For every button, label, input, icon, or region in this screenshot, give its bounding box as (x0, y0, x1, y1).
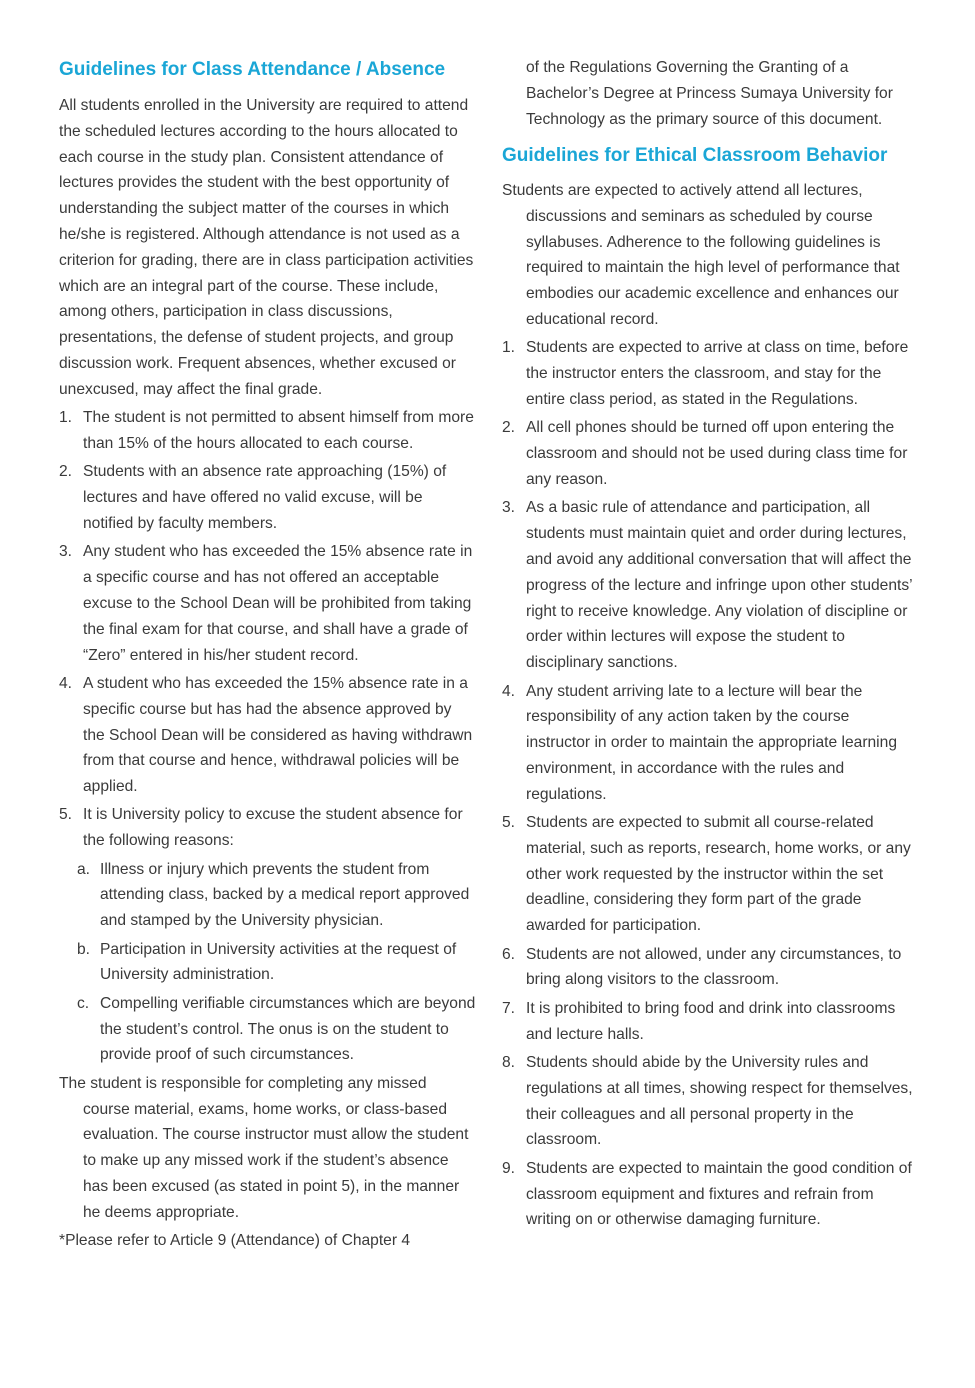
ethics-intro: Students are expected to actively attend all lectures, discussions and seminars as scheduled by course syllabuses. Adherence to the following guidelines is required to maintain the high level of performance that embodies our academic excellence and enhances our educational record. (502, 182, 900, 328)
list-item: 9. Students are expected to maintain the good condition of classroom equipment and fixtures and refrain from writing on or otherwise damaging furniture. (502, 1159, 912, 1229)
list-item: 4. A student who has exceeded the 15% absence rate in a specific course but has had the absence approved by the School Dean will be considered as having withdrawn from that course and hence, withdrawal policies will be applied. (59, 674, 473, 796)
list-item: 2. All cell phones should be turned off upon entering the classroom and should not be used during class time for any reason. (502, 419, 908, 488)
footnote: *Please refer to Article 9 (Attendance) of Chapter 4 (59, 1232, 411, 1250)
attendance-intro: All students enrolled in the University are required to attend the scheduled lectures according to the hours allocated to each course in the study plan. Consistent attendance of lectures provides the student with the best opportunity of understanding the subject matter of the courses in which he/she is registered. Although attendance is not used as a criterion for grading, there are in class participation activities which are an integral part of the course. These include, among others, participation in class discussions, presentations, the defense of student projects, and group discussion work. Frequent absences, whether excused or unexcused, may affect the final grade. (59, 97, 474, 398)
attendance-closing: The student is responsible for completing any missed course material, exams, home works, or class-based evaluation. The course instructor must allow the student to make up any missed work if the student’s absence has been excused (as stated in point 5), in the manner he deems appropriate. (59, 1074, 469, 1221)
sub-list-item: b. Participation in University activities at the request of University administration. (77, 940, 457, 984)
ethics-heading: Guidelines for Ethical Classroom Behavior (502, 145, 888, 166)
list-item: 3. As a basic rule of attendance and participation, all students must maintain quiet and order during lectures, and avoid any additional conversation that will affect the progress of the lecture and infringe upon other students’ right to receive knowledge. Any violation of discipline or order within lectures will expose the student to disciplinary sanctions. (502, 499, 913, 672)
ethics-list (502, 335, 916, 1233)
attendance-list (59, 405, 477, 1068)
list-item: 3. Any student who has exceeded the 15% absence rate in a specific course and has not offered an acceptable excuse to the School Dean will be prohibited from taking the final exam for that course, and shall have a grade of “Zero” entered in his/her student record. (59, 543, 473, 664)
list-item: 7. It is prohibited to bring food and drink into classrooms and lecture halls. (502, 999, 896, 1043)
list-item: 5. It is University policy to excuse the student absence for the following reasons: (59, 806, 463, 850)
attendance-body (59, 93, 477, 1254)
list-item: 8. Students should abide by the University rules and regulations at all times, showing respect for themselves, their colleagues and all personal property in the classroom. (502, 1054, 913, 1149)
attendance-heading: Guidelines for Class Attendance / Absence (59, 59, 446, 80)
sub-list-item: a. Illness or injury which prevents the student from attending class, backed by a medical report approved and stamped by the University physician. (77, 860, 470, 930)
list-item: 6. Students are not allowed, under any circumstances, to bring along visitors to the classroom. (502, 945, 902, 989)
footnote-continued: of the Regulations Governing the Granting of a Bachelor’s Degree at Princess Sumaya University for Technology as the primary source of this document. (526, 59, 893, 128)
sub-list-item: c. Compelling verifiable circumstances which are beyond the student’s control. The onus is on the student to provide proof of such circumstances. (77, 994, 476, 1064)
list-item: 1. Students are expected to arrive at class on time, before the instructor enters the classroom, and stay for the entire class period, as stated in the Regulations. (502, 339, 909, 408)
list-item: 2. Students with an absence rate approaching (15%) of lectures and have offered no valid excuse, will be notified by faculty members. (59, 463, 447, 532)
ethics-body (502, 178, 916, 1233)
list-item: 5. Students are expected to submit all course-related material, such as reports, research, home works, or any other work requested by the instructor within the set deadline, considering they form part of the grade awarded for participation. (502, 814, 911, 935)
list-item: 4. Any student arriving late to a lecture will bear the responsibility of any action taken by the course instructor in order to maintain the appropriate learning environment, in accordance with the rules and regulations. (502, 682, 897, 803)
list-item: 1. The student is not permitted to absent himself from more than 15% of the hours allocated to each course. (59, 409, 474, 452)
